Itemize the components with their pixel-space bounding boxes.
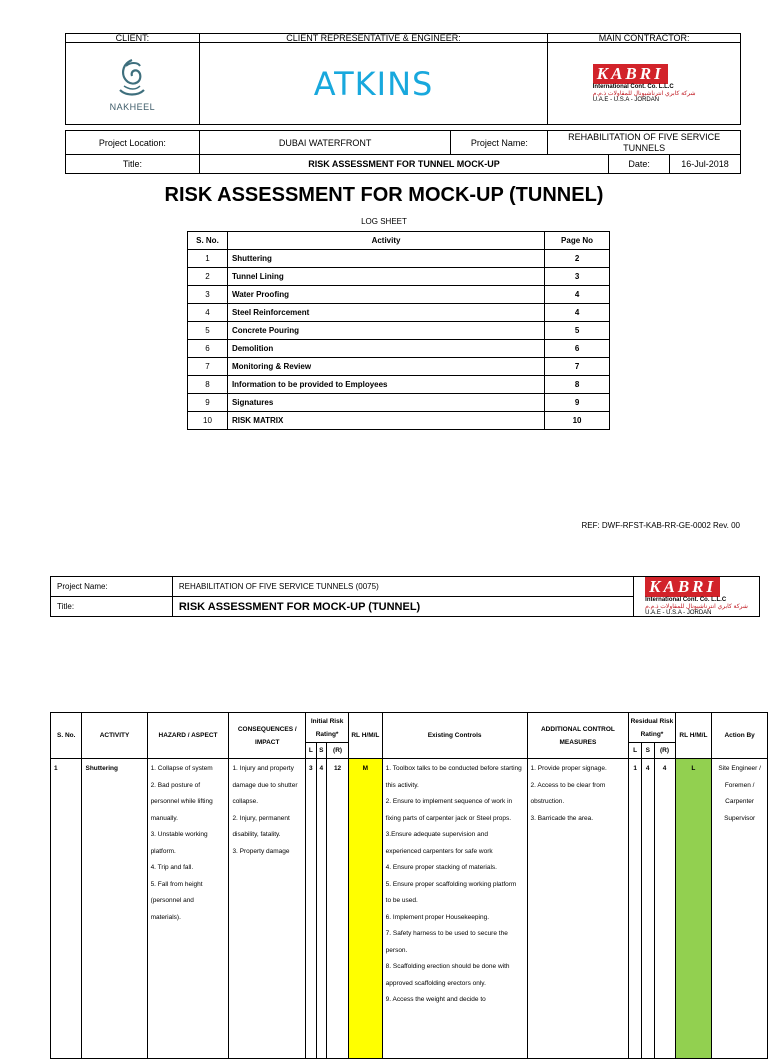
header-residual-risk: Residual Risk Rating* [629, 713, 675, 743]
header-initial-s: S [316, 743, 326, 759]
consequence-item: 2. Injury, permanent disability, fatality. [232, 814, 290, 838]
residual-r: 4 [654, 759, 675, 1059]
additional-item: 3. Barricade the area. [530, 814, 594, 822]
page2-title-value: RISK ASSESSMENT FOR MOCK-UP (TUNNEL) [172, 597, 633, 617]
page2-kabri-logo-locations: U.A.E - U.S.A - JORDAN [645, 610, 712, 616]
header-residual-s: S [641, 743, 654, 759]
residual-s: 4 [641, 759, 654, 1059]
header-additional-controls: ADDITIONAL CONTROL MEASURES [527, 713, 629, 759]
log-row-no: 5 [188, 322, 228, 340]
log-row [188, 250, 610, 268]
log-row-no: 2 [188, 268, 228, 286]
log-row [188, 268, 610, 286]
hazard-item: 1. Collapse of system [150, 765, 213, 772]
control-item: 3.Ensure adequate supervision and experienced carpenters for safe work [385, 831, 493, 855]
log-row-page: 10 [545, 412, 610, 430]
log-row-page: 6 [545, 340, 610, 358]
project-location-value: DUBAI WATERFRONT [199, 131, 451, 155]
kabri-logo-name: KABRI [593, 64, 668, 84]
atkins-logo [199, 43, 547, 125]
log-row-activity: Concrete Pouring [227, 322, 544, 340]
log-row [188, 340, 610, 358]
date-label: Date: [609, 155, 670, 174]
control-item: 6. Implement proper Housekeeping. [385, 913, 490, 921]
control-item: 1. Toolbox talks to be conducted before starting this activity. [385, 765, 522, 789]
log-row-page: 7 [545, 358, 610, 376]
client-caption: CLIENT: [66, 34, 200, 43]
page2-kabri-logo-name: KABRI [645, 577, 720, 597]
log-row-activity: Signatures [227, 394, 544, 412]
initial-rl-badge: M [349, 759, 383, 1059]
log-sheet-table [187, 231, 610, 430]
date-value: 16-Jul-2018 [670, 155, 741, 174]
log-row-page: 5 [545, 322, 610, 340]
row-existing-controls [382, 759, 527, 1059]
hazard-item: 4. Trip and fall. [150, 864, 194, 871]
log-row-activity: Information to be provided to Employees [227, 376, 544, 394]
log-row-activity: Water Proofing [227, 286, 544, 304]
header-rl-residual: RL H/M/L [675, 713, 712, 759]
hazard-item: 3. Unstable working platform. [150, 831, 208, 855]
page2-project-name-label: Project Name: [51, 577, 173, 597]
header-action-by: Action By [712, 713, 768, 759]
log-row-no: 7 [188, 358, 228, 376]
log-row-page: 9 [545, 394, 610, 412]
log-row-activity: Steel Reinforcement [227, 304, 544, 322]
log-row [188, 358, 610, 376]
header-consequences: CONSEQUENCES / IMPACT [229, 713, 306, 759]
row-action-by: Site Engineer / Foremen / Carpenter Supervisor [712, 759, 768, 1059]
nakheel-logo [66, 43, 200, 125]
hazard-item: 5. Fall from height (personnel and materials). [150, 880, 203, 921]
control-item: 7. Safety harness to be used to secure the person. [385, 930, 508, 954]
page2-kabri-logo-sub: International Cont. Co. L.L.C [645, 597, 727, 603]
header-initial-r: (R) [327, 743, 349, 759]
log-header-activity: Activity [227, 232, 544, 250]
log-row-no: 8 [188, 376, 228, 394]
title-label: Title: [66, 155, 200, 174]
header-initial-l: L [306, 743, 316, 759]
log-header-page: Page No [545, 232, 610, 250]
kabri-logo-arabic: شركة كابري انترناشيونال للمقاولات ذ.م.م [592, 91, 696, 97]
main-title: RISK ASSESSMENT FOR MOCK-UP (TUNNEL) [164, 184, 604, 206]
header-existing-controls: Existing Controls [382, 713, 527, 759]
log-row [188, 412, 610, 430]
control-item: 9. Access the weight and decide to [385, 996, 486, 1003]
document-header [65, 33, 741, 174]
project-location-label: Project Location: [66, 131, 200, 155]
atkins-logo-text: ATKINS [313, 64, 434, 103]
log-row-page: 3 [545, 268, 610, 286]
log-sheet-label: LOG SHEET [361, 217, 407, 226]
log-row-no: 6 [188, 340, 228, 358]
log-header-sno: S. No. [188, 232, 228, 250]
log-row [188, 304, 610, 322]
control-item: 2. Ensure to implement sequence of work in fixing parts of carpenter jack or Steel props. [385, 798, 513, 822]
log-row-activity: Shuttering [227, 250, 544, 268]
log-row-page: 2 [545, 250, 610, 268]
header-initial-risk: Initial Risk Rating* [306, 713, 349, 743]
table-row [51, 759, 768, 1059]
consequence-item: 1. Injury and property damage due to shutter collapse. [232, 765, 298, 805]
initial-l: 3 [306, 759, 316, 1059]
initial-s: 4 [316, 759, 326, 1059]
log-row-activity: Tunnel Lining [227, 268, 544, 286]
header-sno: S. No. [51, 713, 82, 759]
row-no: 1 [51, 759, 82, 1059]
kabri-logo [548, 43, 741, 125]
log-row-page: 4 [545, 286, 610, 304]
page2-kabri-logo [634, 577, 760, 617]
control-item: 8. Scaffolding erection should be done with approved scaffolding erectors only. [385, 963, 510, 987]
kabri-logo-locations: U.A.E - U.S.A - JORDAN [592, 97, 660, 103]
risk-assessment-table [50, 712, 768, 1059]
page2-project-name-value: REHABILITATION OF FIVE SERVICE TUNNELS (0075) [172, 577, 633, 597]
hazard-item: 2. Bad posture of personnel while lifting manually. [150, 781, 213, 822]
page2-kabri-logo-arabic: شركة كابري انترناشيونال للمقاولات ذ.م.م [645, 604, 748, 610]
rep-caption: CLIENT REPRESENTATIVE & ENGINEER: [199, 34, 547, 43]
row-consequences [229, 759, 306, 1059]
log-row-activity: Demolition [227, 340, 544, 358]
title-value: RISK ASSESSMENT FOR TUNNEL MOCK-UP [199, 155, 608, 174]
nakheel-logo-text: NAKHEEL [109, 101, 156, 112]
log-row-activity: Monitoring & Review [227, 358, 544, 376]
header-residual-r: (R) [654, 743, 675, 759]
project-name-value: REHABILITATION OF FIVE SERVICE TUNNELS [548, 131, 741, 155]
log-row-no: 1 [188, 250, 228, 268]
row-additional-controls [527, 759, 629, 1059]
log-row [188, 322, 610, 340]
header-activity: ACTIVITY [82, 713, 147, 759]
log-row-page: 4 [545, 304, 610, 322]
residual-l: 1 [629, 759, 642, 1059]
log-row [188, 394, 610, 412]
log-row-no: 4 [188, 304, 228, 322]
header-rl: RL H/M/L [349, 713, 383, 759]
project-name-label: Project Name: [451, 131, 548, 155]
page2-title-label: Title: [51, 597, 173, 617]
row-hazards [147, 759, 229, 1059]
contractor-caption: MAIN CONTRACTOR: [548, 34, 741, 43]
row-activity: Shuttering [82, 759, 147, 1059]
log-row-no: 9 [188, 394, 228, 412]
residual-rl-badge: L [675, 759, 712, 1059]
reference-number: REF: DWF-RFST-KAB-RR-GE-0002 Rev. 00 [581, 521, 740, 530]
log-row-activity: RISK MATRIX [227, 412, 544, 430]
initial-r: 12 [327, 759, 349, 1059]
control-item: 4. Ensure proper stacking of materials. [385, 864, 497, 871]
nakheel-emblem-icon [112, 56, 152, 100]
consequence-item: 3. Property damage [232, 847, 290, 855]
log-row [188, 286, 610, 304]
header-residual-l: L [629, 743, 642, 759]
log-row-page: 8 [545, 376, 610, 394]
additional-item: 1. Provide proper signage. [530, 765, 607, 772]
log-row [188, 376, 610, 394]
header-hazard: HAZARD / ASPECT [147, 713, 229, 759]
additional-item: 2. Access to be clear from obstruction. [530, 781, 606, 805]
kabri-logo-sub: International Cont. Co. L.L.C [592, 84, 674, 90]
log-row-no: 3 [188, 286, 228, 304]
page2-header [50, 576, 760, 617]
control-item: 5. Ensure proper scaffolding working platform to be used. [385, 880, 517, 904]
log-row-no: 10 [188, 412, 228, 430]
